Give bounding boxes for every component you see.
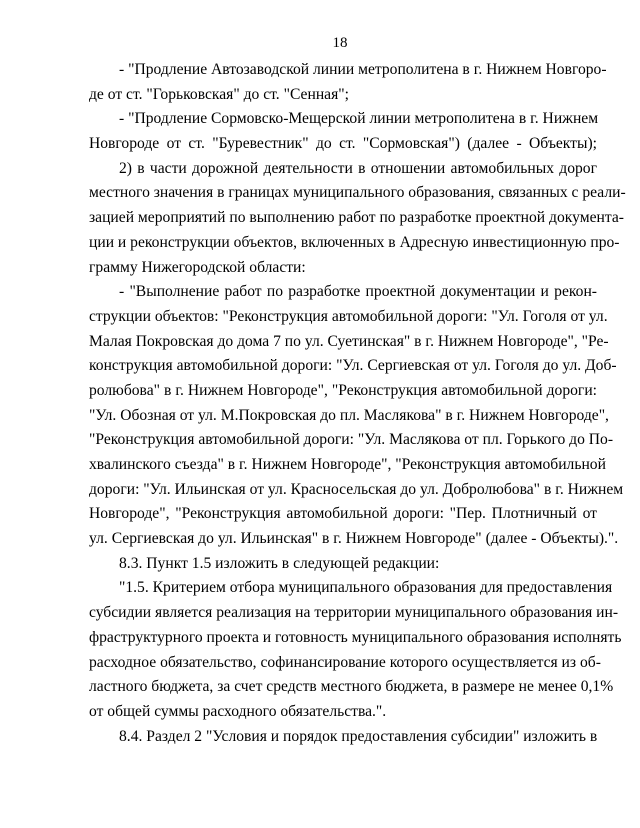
text-line: грамму Нижегородской области: <box>89 258 306 276</box>
text-line: ул. Сергиевская до ул. Ильинская" в г. Нижнем Новгороде" (далее - Объекты).". <box>89 530 619 548</box>
text-line: - "Выполнение работ по разработке проектной документации и рекон- <box>119 283 597 301</box>
text-line: Новгороде от ст. "Буревестник" до ст. "Сормовская") (далее - Объекты); <box>89 135 597 153</box>
paragraph-metro-avtozavodskaya <box>89 58 607 107</box>
text-line: струкции объектов: "Реконструкция автомобильной дороги: "Ул. Гоголя от ул. <box>89 307 608 325</box>
text-line: "Реконструкция автомобильной дороги: "Ул. Маслякова от пл. Горького до По- <box>89 431 614 449</box>
paragraph-metro-sormovsko-meshcherskaya <box>89 107 597 156</box>
text-line: местного значения в границах муниципального образования, связанных с реали- <box>89 184 626 202</box>
text-line: ции и реконструкции объектов, включенных в Адресную инвестиционную про- <box>89 233 620 251</box>
text-line: "Ул. Обозная от ул. М.Покровская до пл. Маслякова" в г. Нижнем Новгороде", <box>89 406 609 424</box>
text-line: ролюбова" в г. Нижнем Новгороде", "Реконструкция автомобильной дороги: <box>89 381 597 399</box>
text-line: от общей суммы расходного обязательства.". <box>89 702 387 720</box>
page-number: 18 <box>332 35 348 51</box>
text-line: зацией мероприятий по выполнению работ по разработке проектной документа- <box>89 209 624 227</box>
text-line: конструкция автомобильной дороги: "Ул. Сергиевская от ул. Гоголя до ул. Доб- <box>89 357 617 375</box>
text-line: 8.4. Раздел 2 "Условия и порядок предоставления субсидии" изложить в <box>119 727 598 745</box>
text-line: 2) в части дорожной деятельности в отношении автомобильных дорог <box>119 159 597 177</box>
text-line: 8.3. Пункт 1.5 изложить в следующей редакции: <box>119 554 440 572</box>
paragraph-clause-8-3 <box>89 552 597 577</box>
paragraph-road-activity <box>89 157 626 280</box>
text-line: Новгороде", "Реконструкция автомобильной дороги: "Пер. Плотничный от <box>89 505 597 523</box>
text-line: расходное обязательство, софинансирование которого осуществляется из об- <box>89 653 601 671</box>
text-line: субсидии является реализация на территории муниципального образования ин- <box>89 604 619 622</box>
text-line: "1.5. Критерием отбора муниципального образования для предоставления <box>119 579 613 597</box>
text-line: - "Продление Автозаводской линии метрополитена в г. Нижнем Новгоро- <box>119 61 607 78</box>
text-line: хвалинского съезда" в г. Нижнем Новгороде", "Реконструкция автомобильной <box>89 456 606 473</box>
text-line: фраструктурного проекта и готовность муниципального образования исполнять <box>89 628 622 646</box>
paragraph-road-reconstruction-list <box>89 280 624 552</box>
document-body <box>89 58 626 749</box>
text-line: де от ст. "Горьковская" до ст. "Сенная"; <box>89 85 349 103</box>
text-line: - "Продление Сормовско-Мещерской линии метрополитена в г. Нижнем <box>119 110 599 128</box>
text-line: дороги: "Ул. Ильинская от ул. Красносельская до ул. Добролюбова" в г. Нижнем <box>89 480 624 498</box>
text-line: ластного бюджета, за счет средств местного бюджета, в размере не менее 0,1% <box>89 678 614 696</box>
paragraph-clause-1-5 <box>89 576 622 724</box>
text-line: Малая Покровская до дома 7 по ул. Суетинская" в г. Нижнем Новгороде", "Ре- <box>89 332 609 350</box>
paragraph-clause-8-4 <box>89 725 597 750</box>
